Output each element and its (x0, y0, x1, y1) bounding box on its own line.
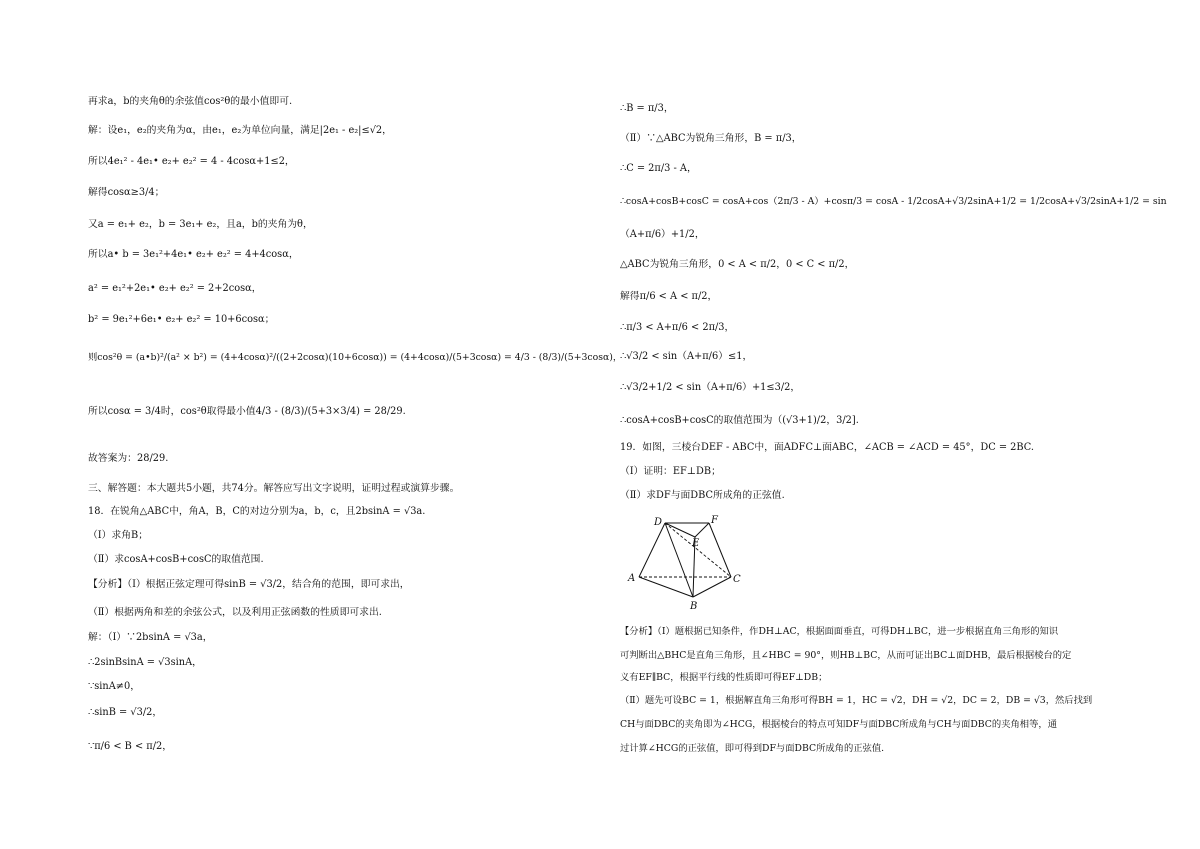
text-line: ∴√3/2+1/2 < sin（A+π/6）+1≤3/2， (620, 382, 801, 393)
text-line: △ABC为锐角三角形，0 < A < π/2，0 < C < π/2， (620, 259, 855, 270)
label-e: E (692, 538, 700, 549)
text-line: 则cos²θ = (a•b)²/(a² × b²) = (4+4cosα)²/((2+2cosα)(10+6cosα)) = (4+4cosα)/(5+3cosα) = 4/3 - (8/3)/(5+3cosα)， (88, 352, 623, 363)
text-line: 所以cosα = 3/4时，cos²θ取得最小值4/3 - (8/3)/(5+3×3/4) = 28/29. (88, 406, 406, 417)
text-line: 再求a，b的夹角θ的余弦值cos²θ的最小值即可. (88, 96, 293, 107)
text-line: 解得π/6 < A < π/2， (620, 291, 718, 302)
edge-fc (709, 523, 731, 577)
text-line: 又a = e₁+ e₂，b = 3e₁+ e₂，且a，b的夹角为θ， (88, 219, 313, 230)
text-line: 所以4e₁² - 4e₁• e₂+ e₂² = 4 - 4cosα+1≤2， (88, 156, 295, 167)
text-line: ∴2sinBsinA = √3sinA， (88, 657, 202, 668)
text-line: 解：设e₁，e₂的夹角为α，由e₁，e₂为单位向量，满足|2e₁ - e₂|≤√2， (88, 125, 392, 136)
text-line: 可判断出△BHC是直角三角形，且∠HBC = 90°，则HB⊥BC，从而可证出BC⊥面DHB，最后根据棱台的定 (620, 650, 1072, 661)
label-a: A (628, 573, 636, 584)
text-line: b² = 9e₁²+6e₁• e₂+ e₂² = 10+6cosα； (88, 314, 275, 325)
label-c: C (733, 574, 741, 585)
analysis-line: 【分析】（Ⅰ）题根据已知条件，作DH⊥AC，根据面面垂直，可得DH⊥BC，进一步根据直角三角形的知识 (620, 626, 1059, 637)
edge-ab (639, 577, 693, 597)
text-line: 解得cosα≥3/4； (88, 187, 165, 198)
question-19: 19．如图，三棱台DEF - ABC中，面ADFC⊥面ABC，∠ACB = ∠ACD = 45°，DC = 2BC. (620, 442, 1035, 453)
analysis-line: 【分析】（Ⅰ）根据正弦定理可得sinB = √3/2，结合角的范围，即可求出， (88, 579, 410, 590)
edge-da (639, 523, 665, 577)
text-line: （Ⅰ）证明：EF⊥DB； (620, 466, 721, 477)
text-line: （Ⅱ）根据两角和差的余弦公式，以及利用正弦函数的性质即可求出. (88, 607, 382, 618)
text-line: 义有EF∥BC，根据平行线的性质即可得EF⊥DB； (620, 672, 828, 683)
text-line: ∴√3/2 < sin（A+π/6）≤1， (620, 351, 753, 362)
label-b: B (690, 601, 698, 610)
label-d: D (654, 517, 663, 528)
text-line: 解：（Ⅰ）∵2bsinA = √3a， (88, 632, 213, 643)
text-line: ∴sinB = √3/2， (88, 707, 163, 718)
text-line: （Ⅱ）求DF与面DBC所成角的正弦值. (620, 490, 785, 501)
text-line: （Ⅰ）求角B； (88, 530, 149, 541)
text-line: ∴cosA+cosB+cosC = cosA+cos（2π/3 - A）+cosπ/3 = cosA - 1/2cosA+√3/2sinA+1/2 = 1/2cosA+√3/2sinA+1/2 = sin (620, 196, 1167, 207)
text-line: 过计算∠HCG的正弦值，即可得到DF与面DBC所成角的正弦值. (620, 743, 885, 754)
text-line: （Ⅱ）题先可设BC = 1，根据解直角三角形可得BH = 1，HC = √2，DH = √2，DC = 2，DB = √3，然后找到 (620, 695, 1093, 706)
text-line: a² = e₁²+2e₁• e₂+ e₂² = 2+2cosα， (88, 283, 262, 294)
text-line: （Ⅱ）∵△ABC为锐角三角形，B = π/3， (620, 133, 802, 144)
text-line: CH与面DBC的夹角即为∠HCG，根据棱台的特点可知DF与面DBC所成角与CH与面DBC的夹角相等，通 (620, 719, 1057, 730)
edge-ef (695, 523, 709, 537)
text-line: ∴C = 2π/3 - A， (620, 163, 697, 174)
text-line: ∴π/3 < A+π/6 < 2π/3， (620, 322, 735, 333)
label-f: F (711, 515, 718, 526)
section-heading: 三、解答题：本大题共5小题，共74分。解答应写出文字说明，证明过程或演算步骤。 (88, 483, 460, 494)
edge-bc (693, 577, 731, 597)
text-line: 故答案为：28/29. (88, 453, 169, 464)
text-line: ∴cosA+cosB+cosC的取值范围为（(√3+1)/2，3/2]. (620, 415, 859, 426)
text-line: 所以a• b = 3e₁²+4e₁• e₂+ e₂² = 4+4cosα， (88, 249, 299, 260)
text-line: ∵π/6 < B < π/2， (88, 741, 173, 752)
frustum-figure (625, 515, 755, 614)
text-line: ∴B = π/3， (620, 103, 674, 114)
text-line: ∵sinA≠0， (88, 681, 141, 692)
question-18: 18．在锐角△ABC中，角A，B，C的对边分别为a，b，c，且2bsinA = √3a. (88, 506, 426, 517)
text-line: （A+π/6）+1/2， (620, 229, 705, 240)
text-line: （Ⅱ）求cosA+cosB+cosC的取值范围. (88, 554, 264, 565)
